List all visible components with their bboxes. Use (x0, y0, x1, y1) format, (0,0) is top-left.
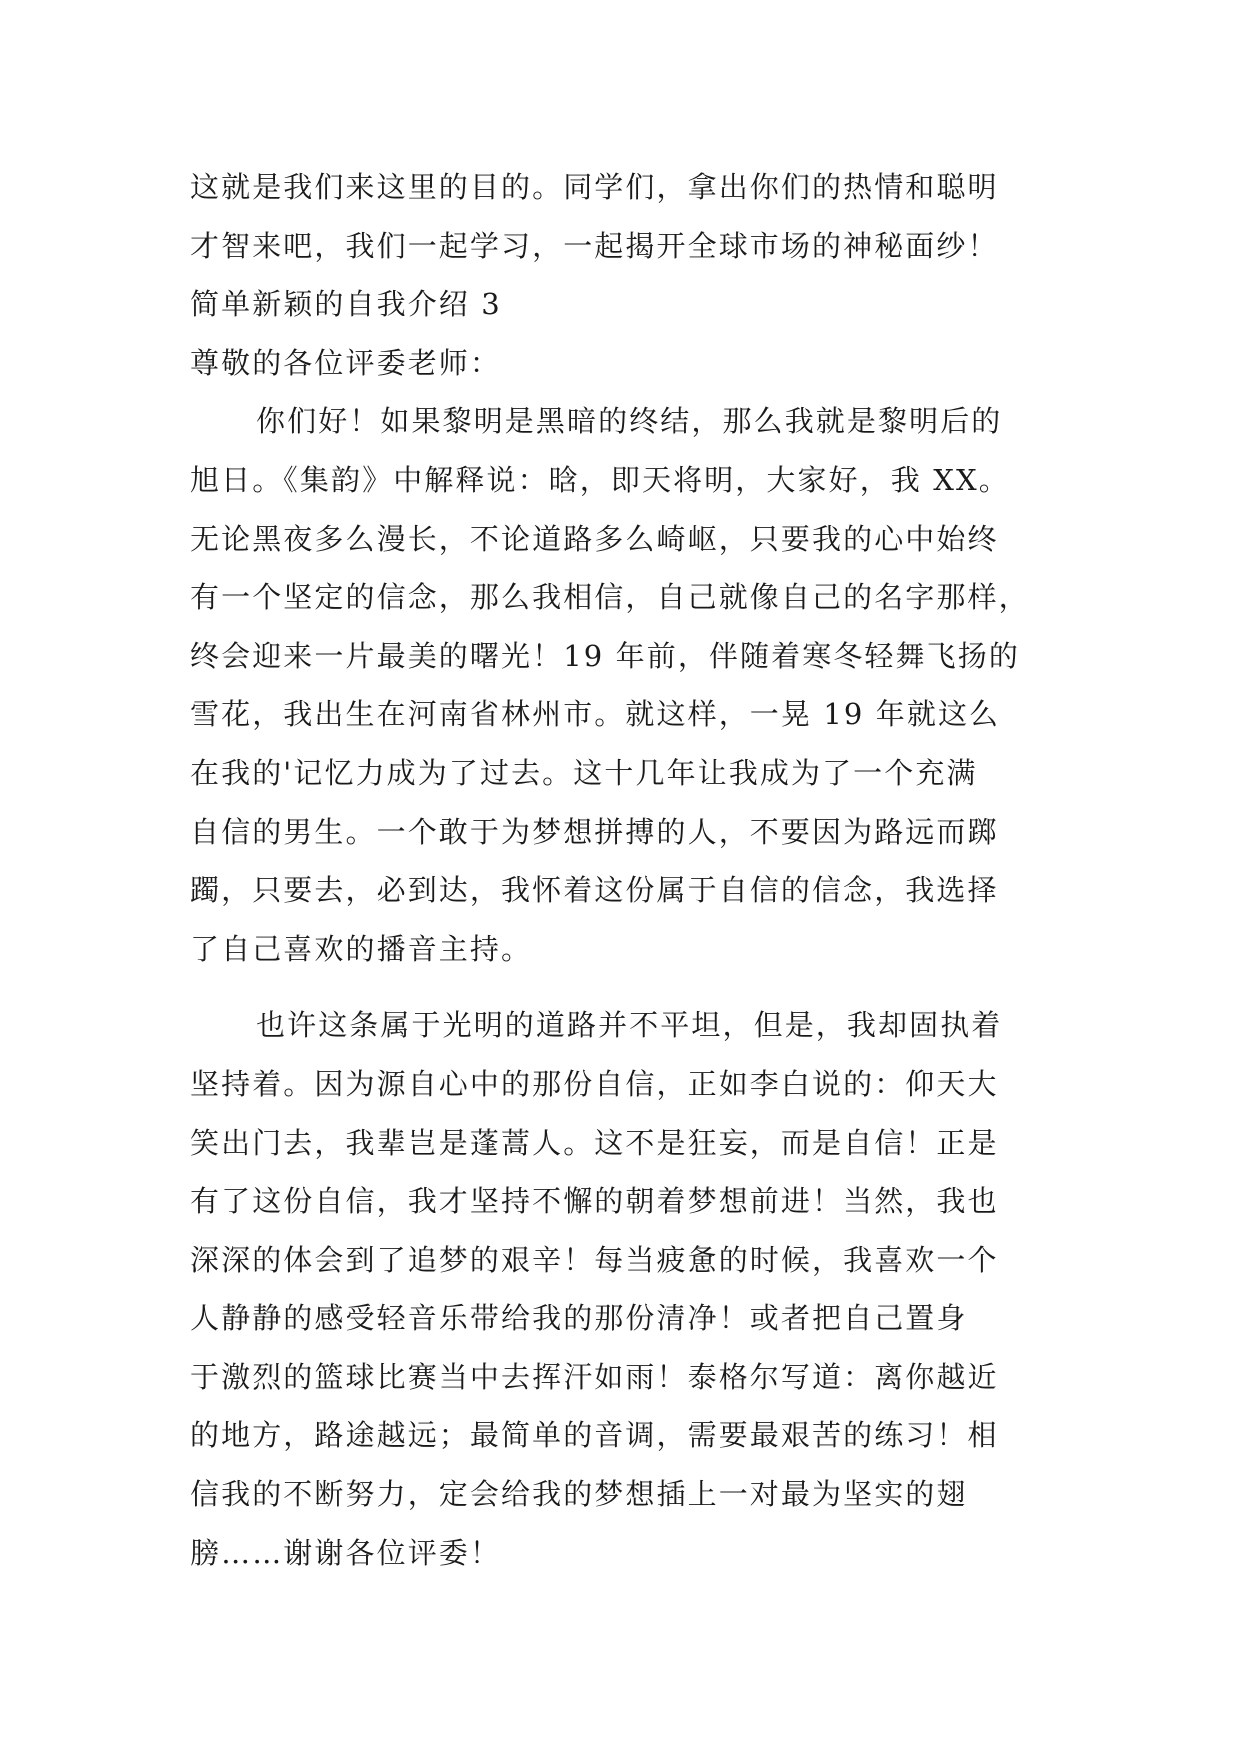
document-body (190, 158, 1050, 1582)
paragraph-line: 深深的体会到了追梦的艰辛！每当疲惫的时候，我喜欢一个 (190, 1242, 999, 1277)
paragraph-line: 了自己喜欢的播音主持。 (190, 931, 533, 966)
paragraph-line: 的地方，路途越远；最简单的音调，需要最艰苦的练习！相 (190, 1418, 999, 1453)
paragraph-line: 无论黑夜多么漫长，不论道路多么崎岖，只要我的心中始终 (190, 521, 999, 556)
paragraph-line: 躅，只要去，必到达，我怀着这份属于自信的信念，我选择 (190, 873, 999, 908)
paragraph-line: 也许这条属于光明的道路并不平坦，但是，我却固执着 (256, 1008, 1003, 1043)
paragraph-line: 有了这份自信，我才坚持不懈的朝着梦想前进！当然，我也 (190, 1184, 999, 1219)
paragraph-line: 有一个坚定的信念，那么我相信，自己就像自己的名字那样， (190, 580, 1030, 615)
paragraph-line: 终会迎来一片最美的曙光！19 年前，伴随着寒冬轻舞飞扬的 (190, 638, 1020, 673)
paragraph-line: 自信的男生。一个敢于为梦想拼搏的人，不要因为路远而踯 (190, 814, 999, 849)
salutation: 尊敬的各位评委老师： (190, 345, 502, 380)
paragraph-line: 在我的'记忆力成为了过去。这十几年让我成为了一个充满 (190, 755, 978, 790)
paragraph-line: 坚持着。因为源自心中的那份自信，正如李白说的：仰天大 (190, 1066, 999, 1101)
paragraph-line: 雪花，我出生在河南省林州市。就这样，一晃 19 年就这么 (190, 697, 1001, 732)
intro-line: 这就是我们来这里的目的。同学们，拿出你们的热情和聪明 (190, 170, 999, 204)
intro-line: 才智来吧，我们一起学习，一起揭开全球市场的神秘面纱！ (190, 228, 999, 263)
section-title: 简单新颖的自我介绍 3 (190, 287, 502, 322)
paragraph-line: 膀……谢谢各位评委！ (190, 1535, 502, 1570)
paragraph-line: 笑出门去，我辈岂是蓬蒿人。这不是狂妄，而是自信！正是 (190, 1125, 999, 1160)
paragraph-line: 信我的不断努力，定会给我的梦想插上一对最为坚实的翅 (190, 1477, 968, 1512)
paragraph-line: 人静静的感受轻音乐带给我的那份清净！或者把自己置身 (190, 1301, 968, 1336)
paragraph-line: 于激烈的篮球比赛当中去挥汗如雨！泰格尔写道：离你越近 (190, 1359, 999, 1394)
paragraph-line: 旭日。《集韵》中解释说：晗，即天将明，大家好，我 XX。 (190, 462, 1010, 497)
paragraph-line: 你们好！如果黎明是黑暗的终结，那么我就是黎明后的 (256, 404, 1003, 439)
